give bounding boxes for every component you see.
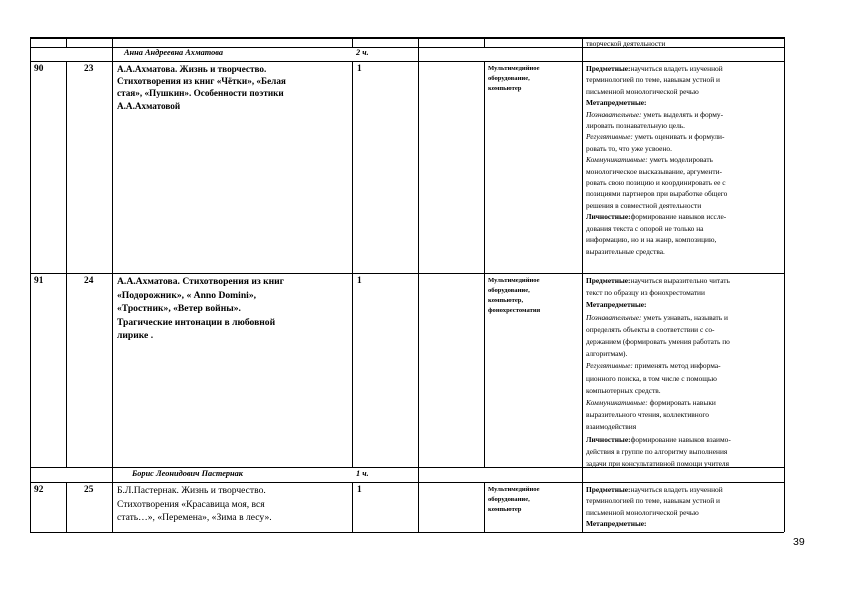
lesson-hours: 1 — [357, 64, 362, 74]
section-hours-akhmatova: 2 ч. — [356, 48, 369, 57]
lesson-topic: А.А.Ахматова. Стихотворения из книг «Подорожник», « Anno Domini», «Тростник», «Ветер войны». Трагические интонации в любовной лирике . — [117, 276, 285, 342]
lesson-hours: 1 — [357, 276, 362, 286]
column-border — [352, 37, 353, 47]
lesson-equipment: Мультимедийное оборудование, компьютер, фонохрестоматия — [488, 277, 541, 314]
section-title-pasternak: Борис Леонидович Пастернак — [132, 469, 244, 478]
column-border — [66, 482, 67, 532]
column-border — [484, 482, 485, 532]
lesson-hours: 1 — [357, 485, 362, 495]
lesson-topic: А.А.Ахматова. Жизнь и творчество. Стихотворения из книг «Чётки», «Белая стая», «Пушкин». Особенности поэтики А.А.Ахматовой — [117, 64, 286, 111]
lesson-equipment: Мультимедийное оборудование, компьютер — [488, 486, 540, 513]
lesson-equipment: Мультимедийное оборудование, компьютер — [488, 65, 540, 92]
lesson-topic: Б.Л.Пастернак. Жизнь и творчество. Стихотворения «Красавица моя, вся стать…», «Перемена», «Зима в лесу». — [117, 485, 272, 524]
learning-outcomes: Предметные:научиться владеть изученной терминологией по теме, навыкам устной и письменной монологической речью Метапредметные: Познавательные: уметь выделять и форму- лировать познавательную цель. Регулятивные: уметь оценивать и формули- ровать то, что уже усвоено. Коммуникативные: уметь моделировать монологическое высказывание, аргументи- ровать свою позицию и координировать ее с позициями партнеров при выработке общего решения в совместной деятельности Личностные:формирование навыков иссле- дования текста с опорой не только на информацию, но и на жанр, композицию, выразительные средства. — [586, 64, 728, 256]
row-number: 90 — [34, 64, 44, 74]
row-divider — [30, 61, 784, 62]
lesson-number: 23 — [84, 64, 94, 74]
learning-outcomes: Предметные:научиться выразительно читать текст по образцу из фонохрестоматии Метапредметные: Познавательные: уметь узнавать, называть и определять объекты в соответствии с со- держанием (формировать умения работать по алгоритмам). Регулятивные: применять метод информа- ционного поиска, в том числе с помощью компьютерных средств. Коммуникативные: формировать навыки выразительного чтения, коллективного взаимодействия Личностные:формирование навыков взаимо- действия в группе по алгоритму выполнения задачи при консультативной помощи учителя — [586, 276, 731, 469]
column-border — [112, 37, 113, 532]
column-border — [582, 37, 583, 532]
row-divider — [30, 482, 784, 483]
lesson-number: 25 — [84, 485, 94, 495]
column-border — [66, 37, 67, 47]
top-row-continuation: творческой деятельности — [586, 39, 666, 48]
page-number: 39 — [793, 536, 805, 548]
column-border — [30, 37, 31, 532]
table-top-border — [30, 37, 784, 39]
learning-outcomes: Предметные:научиться владеть изученной терминологией по теме, навыкам устной и письменной монологической речью Метапредметные: — [586, 485, 723, 529]
column-border — [418, 37, 419, 532]
column-border — [352, 61, 353, 467]
column-border — [484, 37, 485, 47]
row-number: 91 — [34, 276, 44, 286]
section-title-akhmatova: Анна Андреевна Ахматова — [124, 48, 224, 57]
table-bottom-border — [30, 532, 784, 533]
column-border — [484, 61, 485, 467]
section-hours-pasternak: 1 ч. — [356, 469, 369, 478]
row-divider — [30, 273, 784, 274]
lesson-number: 24 — [84, 276, 94, 286]
column-border — [66, 61, 67, 467]
row-number: 92 — [34, 485, 44, 495]
